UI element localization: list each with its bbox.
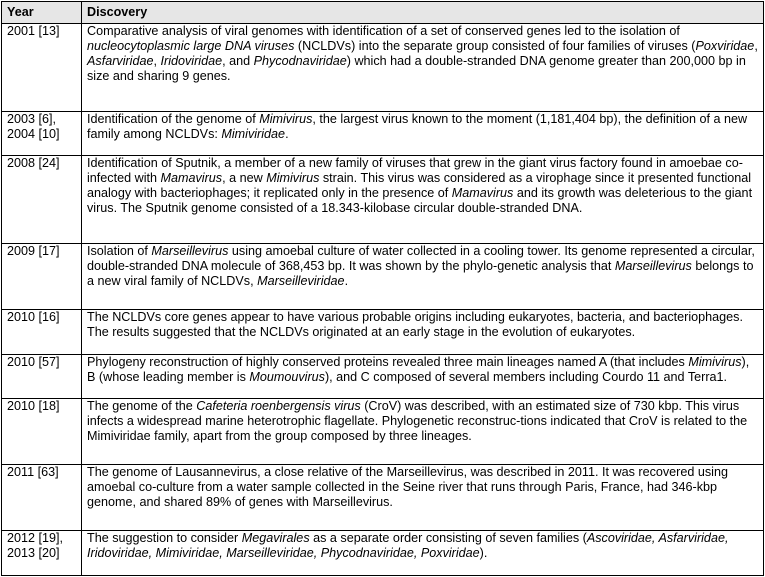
discovery-cell — [82, 399, 764, 465]
italic-taxon-text: Asfarviridae — [87, 54, 154, 68]
table-row — [2, 24, 764, 112]
discovery-text: The genome of Lausannevirus, a close relative of the Marseillevirus, was described in 2011. It was recovered using amoebal co-culture from a water sample collected in the Seine river that runs through Paris, France, had 346-kbp genome, and shared 89% of genes with Marseillevirus. — [87, 465, 728, 510]
italic-taxon-text: Megavirales — [241, 531, 310, 546]
discovery-cell — [82, 111, 764, 156]
table-row — [2, 243, 764, 309]
italic-taxon-text: Moumouvirus — [249, 369, 325, 384]
discovery-table — [1, 1, 764, 576]
italic-taxon-text: Mamavirus — [160, 171, 223, 186]
discovery-text: (CroV) was described, with an estimated size of 730 kbp. This virus infects a widespread marine heterotrophic flagellate. Phylogenetic reconstruc-tions indicated that CroV is related to the Mimiviridae family, apart from the group composed by three lineages. — [87, 399, 748, 444]
discovery-text: using amoebal culture of water collected in a cooling tower. Its genome represented a circular, double-stranded DNA molecule of 368,453 bp. It was shown by the phylo-genetic analysis that — [87, 243, 755, 273]
table-row — [2, 465, 764, 531]
italic-taxon-text: Ascoviridae, Asfarviridae, Iridoviridae, Mimiviridae, Marseilleviridae, Phycodnaviridae, Poxviridae — [87, 531, 729, 561]
italic-taxon-text: Mimivirus — [259, 111, 313, 126]
year-cell — [2, 531, 82, 576]
discovery-cell — [82, 310, 764, 355]
discovery-text: , a new — [222, 171, 267, 186]
discovery-cell — [82, 354, 764, 399]
discovery-text: The genome of the — [87, 399, 197, 414]
year-cell — [2, 243, 82, 309]
discovery-text: Phylogeny reconstruction of highly conserved proteins revealed three main lineages named A (that includes — [87, 354, 689, 369]
discovery-text: ), and C composed of several members including Courdo 11 and Terra1. — [324, 369, 728, 384]
italic-taxon-text: Iridoviridae — [160, 54, 223, 68]
discovery-text: strain. This virus was considered as a virophage since it presented functional analogy with bacteriophages; it replicated only in the presence of — [87, 171, 752, 201]
year-cell — [2, 111, 82, 156]
discovery-text: Isolation of — [87, 243, 152, 258]
discovery-text: ), B (whose leading member is — [87, 354, 750, 384]
table-row — [2, 156, 764, 244]
year-text: 2011 [63] — [7, 465, 59, 480]
discovery-cell — [82, 465, 764, 531]
discovery-cell — [82, 243, 764, 309]
discovery-text: Identification of the genome of — [87, 111, 260, 126]
year-cell — [2, 310, 82, 355]
year-text: 2008 [24] — [7, 156, 60, 171]
table-row — [2, 310, 764, 355]
italic-taxon-text: Poxviridae — [695, 39, 755, 53]
discovery-column-header: Discovery — [82, 2, 764, 24]
italic-taxon-text: Marseillevirus — [614, 258, 692, 273]
discovery-text: Comparative analysis of viral genomes with identification of a set of conserved genes led to the isolation of — [87, 24, 680, 38]
discovery-text: and its growth was deleterious to the giant virus. The Sputnik genome consisted of a 18.343-kilobase circular double-stranded DNA. — [87, 186, 753, 216]
discovery-text: (NCLDVs) into the separate group consisted of four families of viruses ( — [294, 39, 696, 53]
discovery-text: , — [153, 54, 161, 68]
discovery-cell — [82, 156, 764, 244]
discovery-text: The suggestion to consider — [87, 531, 242, 546]
discovery-text: , and — [222, 54, 254, 68]
discovery-text: belongs to a new viral family of NCLDVs, — [87, 258, 754, 288]
discovery-text: ) which had a double-stranded DNA genome greater than 200,000 bp in size and sharing 9 genes. — [87, 54, 746, 83]
table-row — [2, 354, 764, 399]
discovery-text: as a separate order consisting of seven families ( — [309, 531, 587, 546]
discovery-text: , the largest virus known to the moment (1,181,404 bp), the definition of a new family among NCLDVs: — [87, 111, 748, 141]
discovery-text: The NCLDVs core genes appear to have various probable origins including eukaryotes, bacteria, and bacteriophages. The results suggested that the NCLDVs originated at an early stage in the evolution of eukaryotes. — [87, 310, 743, 340]
discovery-text: ). — [479, 546, 488, 561]
year-text: 2009 [17] — [7, 243, 60, 258]
discovery-text: , — [754, 39, 758, 53]
year-column-header: Year — [2, 2, 82, 24]
discovery-cell — [82, 531, 764, 576]
discovery-text: Identification of Sputnik, a member of a new family of viruses that grew in the giant virus factory found in amoebae co-infected with — [87, 156, 743, 186]
italic-taxon-text: nucleocytoplasmic large DNA viruses — [87, 39, 295, 53]
year-text: 2010 [18] — [7, 399, 60, 414]
year-text: 2012 [19], — [7, 531, 64, 546]
year-cell — [2, 399, 82, 465]
table-row — [2, 111, 764, 156]
italic-taxon-text: Mimivirus — [688, 354, 742, 369]
year-text: 2001 [13] — [7, 24, 60, 38]
year-cell — [2, 156, 82, 244]
discovery-text: . — [344, 273, 349, 288]
table-header-row — [2, 2, 764, 24]
year-text: 2013 [20] — [7, 546, 60, 561]
year-cell — [2, 465, 82, 531]
italic-taxon-text: Marseilleviridae — [257, 273, 345, 288]
italic-taxon-text: Marseillevirus — [151, 243, 229, 258]
discovery-text: . — [285, 126, 289, 141]
year-cell — [2, 354, 82, 399]
year-text: 2010 [16] — [7, 310, 60, 325]
italic-taxon-text: Mimivirus — [266, 171, 320, 186]
italic-taxon-text: Mamavirus — [451, 186, 514, 201]
table-row — [2, 531, 764, 576]
table-body — [2, 24, 764, 576]
italic-taxon-text: Cafeteria roenbergensis virus — [196, 399, 361, 414]
year-text: 2004 [10] — [7, 126, 60, 141]
year-text: 2003 [6], — [7, 111, 57, 126]
italic-taxon-text: Mimiviridae — [221, 126, 286, 141]
discovery-cell — [82, 24, 764, 112]
table-row — [2, 399, 764, 465]
year-text: 2010 [57] — [7, 354, 60, 369]
italic-taxon-text: Phycodnaviridae — [253, 54, 347, 68]
year-cell — [2, 24, 82, 112]
